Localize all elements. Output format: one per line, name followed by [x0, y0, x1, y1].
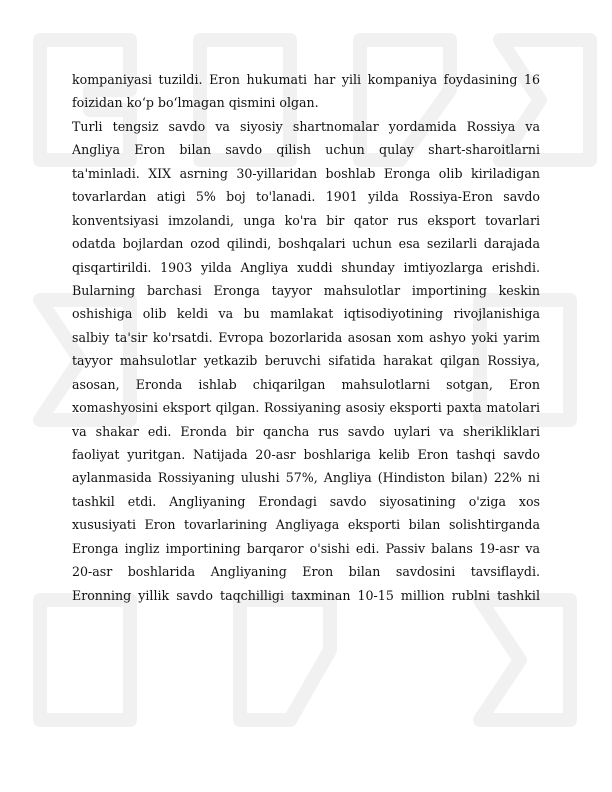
text-line: odatda bojlardan ozod qilindi, boshqalari uchun esa sezilarli darajada — [72, 236, 540, 252]
text-line: va shakar edi. Eronda bir qancha rus savdo uylari va sherikliklari — [72, 423, 540, 439]
text-line: tovarlardan atigi 5% boj to'lanadi. 1901 yilda Rossiya-Eron savdo — [72, 189, 540, 205]
text-line: foizidan ko‘p bo‘lmagan qismini olgan. — [72, 95, 319, 111]
text-line: Eronning yillik savdo taqchilligi taxminan 10-15 million rublni tashkil — [72, 587, 540, 603]
text-line: aylanmasida Rossiyaning ulushi 57%, Angliya (Hindiston bilan) 22% ni — [72, 470, 540, 486]
text-line: Bularning barchasi Eronga tayyor mahsulotlar importining keskin — [72, 282, 540, 298]
document-body — [72, 68, 540, 607]
text-line: asosan, Eronda ishlab chiqarilgan mahsulotlarni sotgan, Eron — [72, 376, 540, 392]
text-line: qisqartirildi. 1903 yilda Angliya xuddi shunday imtiyozlarga erishdi. — [72, 259, 540, 275]
text-line: 20-asr boshlarida Angliyaning Eron bilan savdosini tavsiflaydi. — [72, 564, 540, 580]
text-line: tashkil etdi. Angliyaning Erondagi savdo siyosatining o'ziga xos — [72, 493, 540, 509]
text-line: Angliya Eron bilan savdo qilish uchun qulay shart-sharoitlarni — [72, 142, 540, 158]
text-line: ta'minladi. XIX asrning 30-yillaridan boshlab Eronga olib kiriladigan — [72, 165, 540, 181]
text-line: salbiy ta'sir ko'rsatdi. Evropa bozorlarida asosan xom ashyo yoki yarim — [72, 329, 540, 345]
text-line: Turli tengsiz savdo va siyosiy shartnomalar yordamida Rossiya va — [72, 118, 540, 134]
text-line: kompaniyasi tuzildi. Eron hukumati har yili kompaniya foydasining 16 — [72, 72, 540, 87]
text-line: tayyor mahsulotlar yetkazib beruvchi sifatida harakat qilgan Rossiya, — [72, 353, 540, 369]
text-line: oshishiga olib keldi va bu mamlakat iqtisodiyotining rivojlanishiga — [72, 306, 540, 322]
text-line: konventsiyasi imzolandi, unga ko'ra bir qator rus eksport tovarlari — [72, 212, 540, 228]
text-line: xususiyati Eron tovarlarining Angliyaga eksporti bilan solishtirganda — [72, 517, 540, 533]
text-line: faoliyat yuritgan. Natijada 20-asr boshlariga kelib Eron tashqi savdo — [72, 447, 540, 462]
text-line: Eronga ingliz importining barqaror o'sishi edi. Passiv balans 19-asr va — [72, 540, 540, 556]
text-line: xomashyosini eksport qilgan. Rossiyaning asosiy eksporti paxta matolari — [72, 400, 540, 416]
